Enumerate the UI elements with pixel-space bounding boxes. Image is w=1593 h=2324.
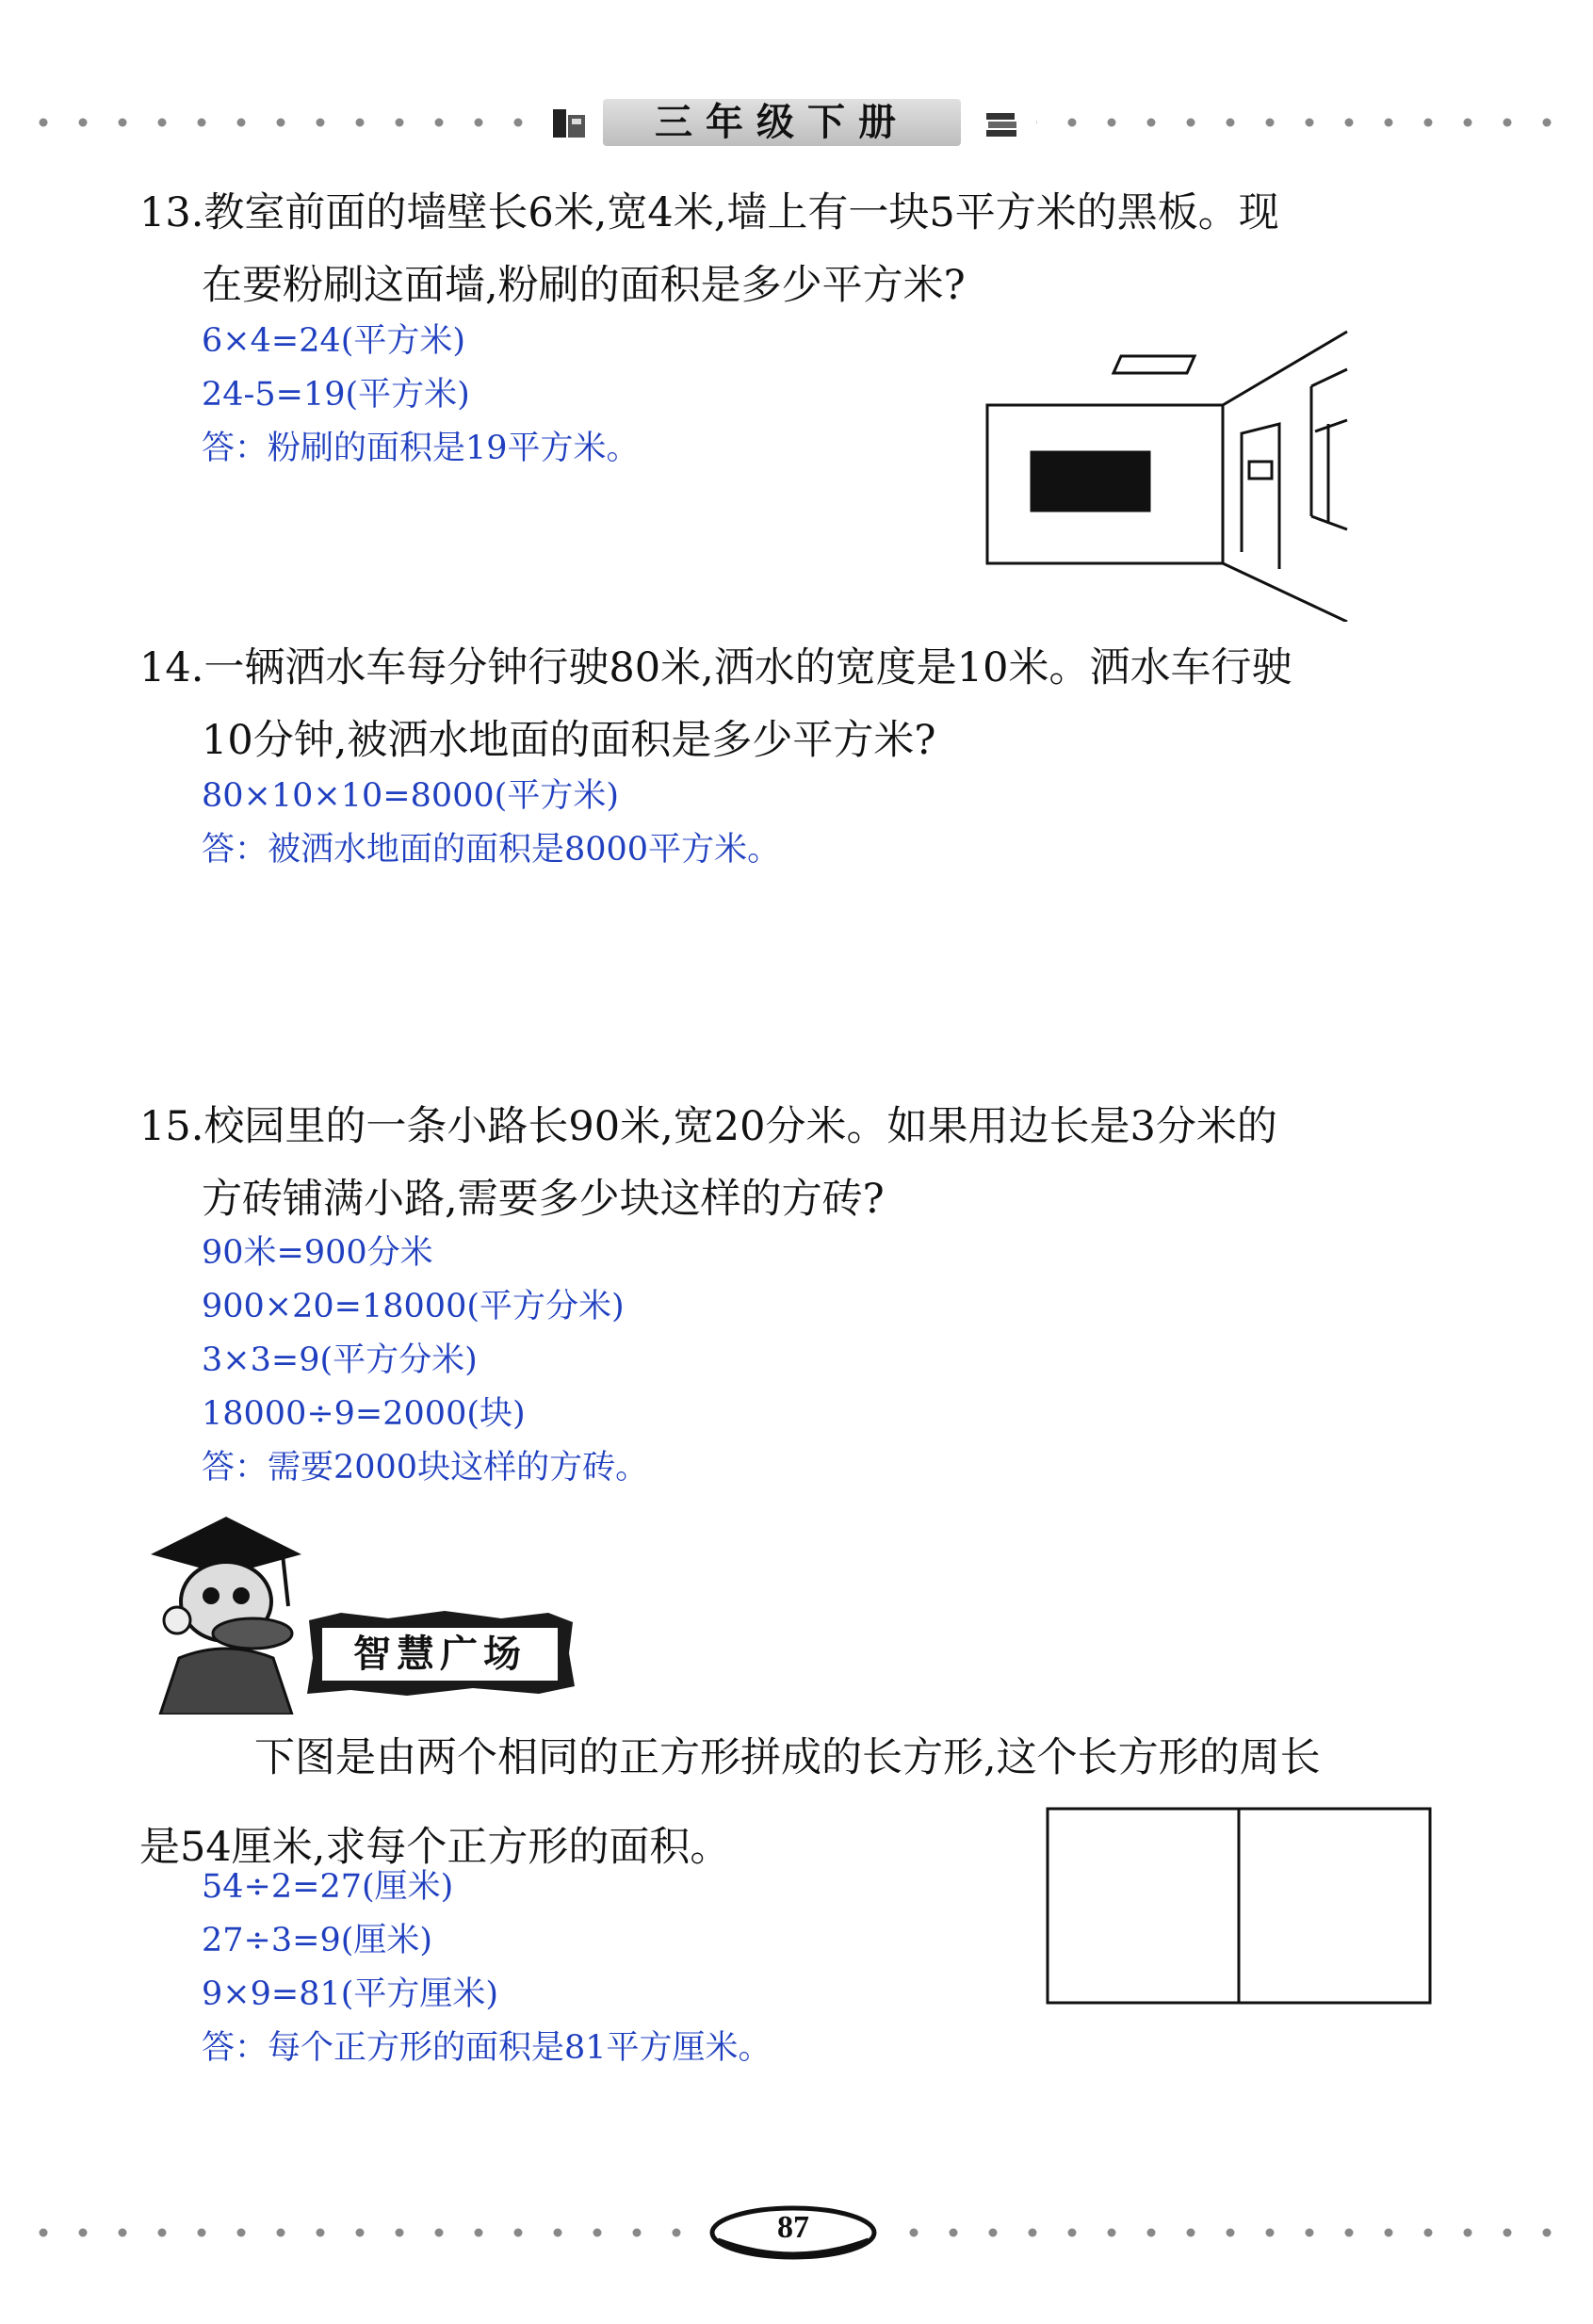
answer-line: 答：每个正方形的面积是81平方厘米。 <box>202 2029 772 2067</box>
two-squares-rectangle-figure <box>1046 1807 1432 2005</box>
section-title: 智慧广场 <box>322 1628 558 1681</box>
duck-mascot-icon <box>141 1517 311 1715</box>
classroom-wall-figure <box>980 311 1357 622</box>
question-13 <box>139 189 1279 309</box>
answer-15 <box>202 1227 648 1495</box>
question-15 <box>139 1103 1277 1223</box>
grade-title: 三年级下册 <box>603 99 961 146</box>
answer-14 <box>202 770 780 877</box>
answer-line: 90米=900分米 <box>202 1234 433 1272</box>
bonus-question-line1: 下图是由两个相同的正方形拼成的长方形,这个长方形的周长 <box>254 1734 1321 1781</box>
answer-line: 80×10×10=8000(平方米) <box>202 777 619 815</box>
question-13-line2: 在要粉刷这面墙,粉刷的面积是多少平方米? <box>202 262 966 309</box>
question-14-line1: 14.一辆洒水车每分钟行驶80米,洒水的宽度是10米。洒水车行驶 <box>139 644 1292 691</box>
question-15-line1: 15.校园里的一条小路长90米,宽20分米。如果用边长是3分米的 <box>139 1103 1277 1150</box>
answer-line: 答：粉刷的面积是19平方米。 <box>202 430 640 467</box>
answer-line: 3×3=9(平方分米) <box>202 1341 478 1379</box>
answer-line: 答：被洒水地面的面积是8000平方米。 <box>202 831 781 869</box>
bonus-question-line2: 是54厘米,求每个正方形的面积。 <box>139 1824 731 1871</box>
answer-line: 24-5=19(平方米) <box>202 376 470 414</box>
answer-line: 9×9=81(平方厘米) <box>202 1975 499 2013</box>
answer-13 <box>202 315 640 476</box>
question-15-line2: 方砖铺满小路,需要多少块这样的方砖? <box>202 1176 885 1223</box>
page-number: 87 <box>777 2210 809 2245</box>
bonus-answer <box>202 1861 772 2075</box>
answer-line: 答：需要2000块这样的方砖。 <box>202 1449 649 1487</box>
answer-line: 18000÷9=2000(块) <box>202 1395 526 1433</box>
answer-line: 6×4=24(平方米) <box>202 322 466 360</box>
books-icon <box>984 111 1020 139</box>
answer-line: 27÷3=9(厘米) <box>202 1922 433 1959</box>
question-13-line1: 13.教室前面的墙壁长6米,宽4米,墙上有一块5平方米的黑板。现 <box>139 189 1279 236</box>
answer-line: 900×20=18000(平方分米) <box>202 1288 625 1325</box>
answer-line: 54÷2=27(厘米) <box>202 1868 454 1906</box>
question-14 <box>139 644 1292 764</box>
book-icon <box>551 106 589 141</box>
question-14-line2: 10分钟,被洒水地面的面积是多少平方米? <box>202 717 936 764</box>
